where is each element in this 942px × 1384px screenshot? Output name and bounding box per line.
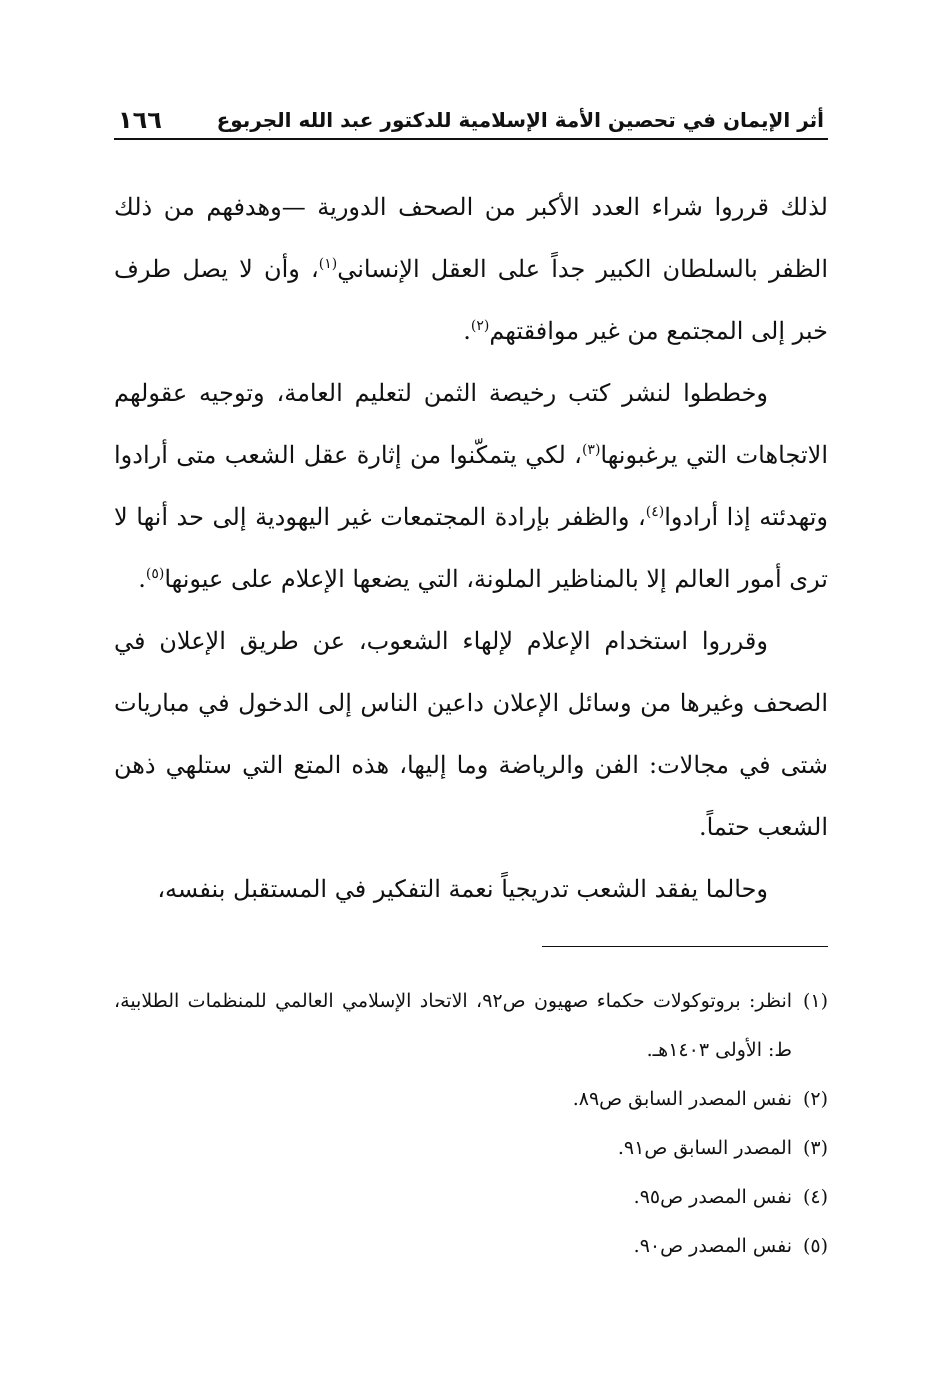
paragraph-1-text-c: .: [463, 317, 471, 345]
footnote-4: [114, 1173, 828, 1222]
footnote-ref-5: (٥): [145, 566, 165, 582]
footnote-number: (٣): [802, 1137, 828, 1159]
paragraph-3: وقرروا استخدام الإعلام لإلهاء الشعوب، عن طريق الإعلان في الصحف وغيرها من وسائل الإعلان داعين الناس إلى الدخول في مباريات شتى في مجالات: الفن والرياضة وما إليها، هذه المتع التي ستلهي ذهن الشعب حتماً.: [114, 627, 828, 841]
footnote-1: [114, 977, 828, 1075]
footnote-number: (٤): [802, 1186, 828, 1208]
paragraph-1-text-a: لذلك قرروا شراء العدد الأكبر من الصحف الدورية —وهدفهم من ذلك الظفر بالسلطان الكبير جداً على العقل الإنساني: [114, 193, 828, 283]
footnote-5: [114, 1222, 828, 1271]
paragraph-2-text-c: ، والظفر بإرادة المجتمعات غير اليهودية إلى حد أنها لا ترى أمور العالم إلا بالمناظير الملونة، التي يضعها الإعلام على عيونها: [114, 503, 828, 593]
running-header: [114, 88, 828, 140]
paragraph-2-text-a: وخططوا لنشر كتب رخيصة الثمن لتعليم العامة، وتوجيه عقولهم الاتجاهات التي يرغبونها: [114, 379, 828, 469]
footnote-number: (٥): [802, 1235, 828, 1257]
paragraph-2-text-d: .: [138, 565, 146, 593]
footnote-ref-3: (٣): [581, 442, 601, 458]
paragraph-1-text-b: ، وأن لا يصل طرف خبر إلى المجتمع من غير موافقتهم: [114, 255, 828, 345]
footnote-ref-4: (٤): [645, 504, 665, 520]
footnotes: [114, 977, 828, 1271]
footnote-number: (١): [802, 990, 828, 1012]
header-title: أثر الإيمان في تحصين الأمة الإسلامية للدكتور عبد الله الجربوع: [216, 108, 824, 132]
footnote-3: [114, 1124, 828, 1173]
page-number: ١٦٦: [118, 106, 162, 134]
footnote-text: المصدر السابق ص٩١.: [617, 1137, 792, 1159]
footnote-ref-2: (٢): [470, 318, 490, 334]
footnote-text: نفس المصدر ص٩٥.: [633, 1186, 792, 1208]
book-page: [114, 88, 828, 1288]
paragraph-4: وحالما يفقد الشعب تدريجياً نعمة التفكير في المستقبل بنفسه،: [157, 875, 768, 903]
footnote-2: [114, 1075, 828, 1124]
paragraph-1: [114, 176, 828, 362]
footnote-separator: [542, 946, 828, 947]
footnote-text: نفس المصدر ص٩٠.: [633, 1235, 792, 1257]
body-text: [114, 176, 828, 920]
footnote-text: نفس المصدر السابق ص٨٩.: [572, 1088, 792, 1110]
footnote-text: انظر: بروتوكولات حكماء صهيون ص٩٢، الاتحاد الإسلامي العالمي للمنظمات الطلابية، ط: الأولى ١٤٠٣هـ.: [114, 990, 793, 1061]
paragraph-2: [114, 362, 828, 610]
footnote-ref-1: (١): [318, 256, 338, 272]
paragraph-2-text-b: ، لكي يتمكّنوا من إثارة عقل الشعب متى أرادوا وتهدئته إذا أرادوا: [114, 441, 828, 531]
footnote-number: (٢): [802, 1088, 828, 1110]
